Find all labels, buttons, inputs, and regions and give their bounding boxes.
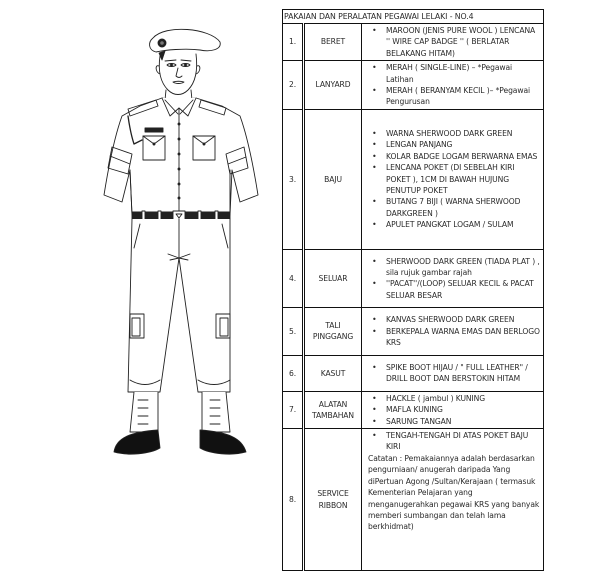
row-number: 1. bbox=[283, 24, 304, 61]
detail-item: • MAFLA KUNING bbox=[386, 404, 541, 415]
detail-item: • ''PACAT''/(LOOP) SELUAR KECIL & PACAT SELUAR BESAR bbox=[386, 278, 541, 301]
table-row bbox=[283, 109, 544, 249]
table-row bbox=[283, 307, 544, 355]
item-name bbox=[304, 391, 362, 428]
detail-item: • LENGAN PANJANG bbox=[386, 139, 541, 150]
item-name bbox=[304, 429, 362, 571]
trousers-icon bbox=[128, 219, 230, 392]
item-details bbox=[362, 307, 544, 355]
table-title-row bbox=[283, 10, 544, 24]
detail-item: • BUTANG 7 BIJI ( WARNA SHERWOOD DARKGREEN ) bbox=[386, 196, 541, 219]
detail-item: • SARUNG TANGAN bbox=[386, 416, 541, 427]
table-row bbox=[283, 429, 544, 571]
detail-item: • BERKEPALA WARNA EMAS DAN BERLOGO KRS bbox=[386, 326, 541, 349]
row-number: 3. bbox=[283, 109, 304, 249]
note-text: Catatan : Pemakaiannya adalah berdasarkan pengurniaan/ anugerah daripada Yang diPertuan Agong /Sultan/Kerajaan ( termasuk Kementerian Pelajaran yang menganugerahkan pegawai KRS yang banyak memberi sumbangan dan telah lama berkhidmat) bbox=[368, 453, 540, 532]
table-row bbox=[283, 24, 544, 61]
item-name: BERET bbox=[304, 24, 362, 61]
item-details bbox=[362, 24, 544, 61]
item-details bbox=[362, 249, 544, 307]
item-name: BAJU bbox=[304, 109, 362, 249]
boots-icon bbox=[114, 392, 246, 454]
belt-icon bbox=[132, 211, 230, 220]
item-name: SELUAR bbox=[304, 249, 362, 307]
detail-item: • WARNA SHERWOOD DARK GREEN bbox=[386, 128, 541, 139]
item-name-line: SERVICE bbox=[317, 489, 349, 499]
row-number: 5. bbox=[283, 307, 304, 355]
item-name-line: PINGGANG bbox=[312, 332, 354, 342]
item-name: LANYARD bbox=[304, 61, 362, 110]
beret-icon bbox=[150, 29, 221, 60]
uniform-equipment-table bbox=[282, 9, 544, 571]
item-name-line: TAMBAHAN bbox=[312, 410, 354, 420]
row-number: 8. bbox=[283, 429, 304, 571]
detail-item: • HACKLE ( jambul ) KUNING bbox=[386, 393, 541, 404]
detail-item: • TENGAH-TENGAH DI ATAS POKET BAJU KIRI bbox=[386, 430, 541, 453]
detail-item: • MERAH ( BERANYAM KECIL )– *Pegawai Pengurusan bbox=[386, 85, 541, 108]
item-name-line: TALI bbox=[325, 320, 341, 330]
row-number: 2. bbox=[283, 61, 304, 110]
item-details bbox=[362, 391, 544, 428]
shirt-icon bbox=[104, 98, 258, 215]
table-row bbox=[283, 61, 544, 110]
item-details bbox=[362, 109, 544, 249]
head-icon bbox=[156, 54, 200, 106]
table-row bbox=[283, 249, 544, 307]
item-name bbox=[304, 307, 362, 355]
detail-item: • SHERWOOD DARK GREEN (TIADA PLAT ) , sila rujuk gambar rajah bbox=[386, 256, 541, 279]
row-number: 6. bbox=[283, 355, 304, 391]
detail-item: • MERAH ( SINGLE-LINE) – *Pegawai Latihan bbox=[386, 62, 541, 85]
item-name: KASUT bbox=[304, 355, 362, 391]
detail-item: • MAROON (JENIS PURE WOOL ) LENCANA '' WIRE CAP BADGE '' ( BERLATAR BELAKANG HITAM) bbox=[386, 25, 541, 59]
item-details bbox=[362, 61, 544, 110]
table-row bbox=[283, 391, 544, 428]
item-name-line: RIBBON bbox=[318, 500, 348, 510]
detail-item: • APULET PANGKAT LOGAM / SULAM bbox=[386, 219, 541, 230]
detail-item: • KOLAR BADGE LOGAM BERWARNA EMAS bbox=[386, 151, 541, 162]
detail-item: • LENCANA POKET (DI SEBELAH KIRI POKET ), 1CM DI BAWAH HUJUNG PENUTUP POKET bbox=[386, 162, 541, 196]
row-number: 4. bbox=[283, 249, 304, 307]
item-details bbox=[362, 429, 544, 571]
uniform-illustration bbox=[70, 20, 280, 480]
detail-item: • KANVAS SHERWOOD DARK GREEN bbox=[386, 314, 541, 325]
item-details bbox=[362, 355, 544, 391]
table-title: PAKAIAN DAN PERALATAN PEGAWAI LELAKI - NO.4 bbox=[283, 10, 544, 24]
item-name-line: ALATAN bbox=[318, 399, 348, 409]
table-row bbox=[283, 355, 544, 391]
detail-item: • SPIKE BOOT HIJAU / " FULL LEATHER" / DRILL BOOT DAN BERSTOKIN HITAM bbox=[386, 362, 541, 385]
row-number: 7. bbox=[283, 391, 304, 428]
